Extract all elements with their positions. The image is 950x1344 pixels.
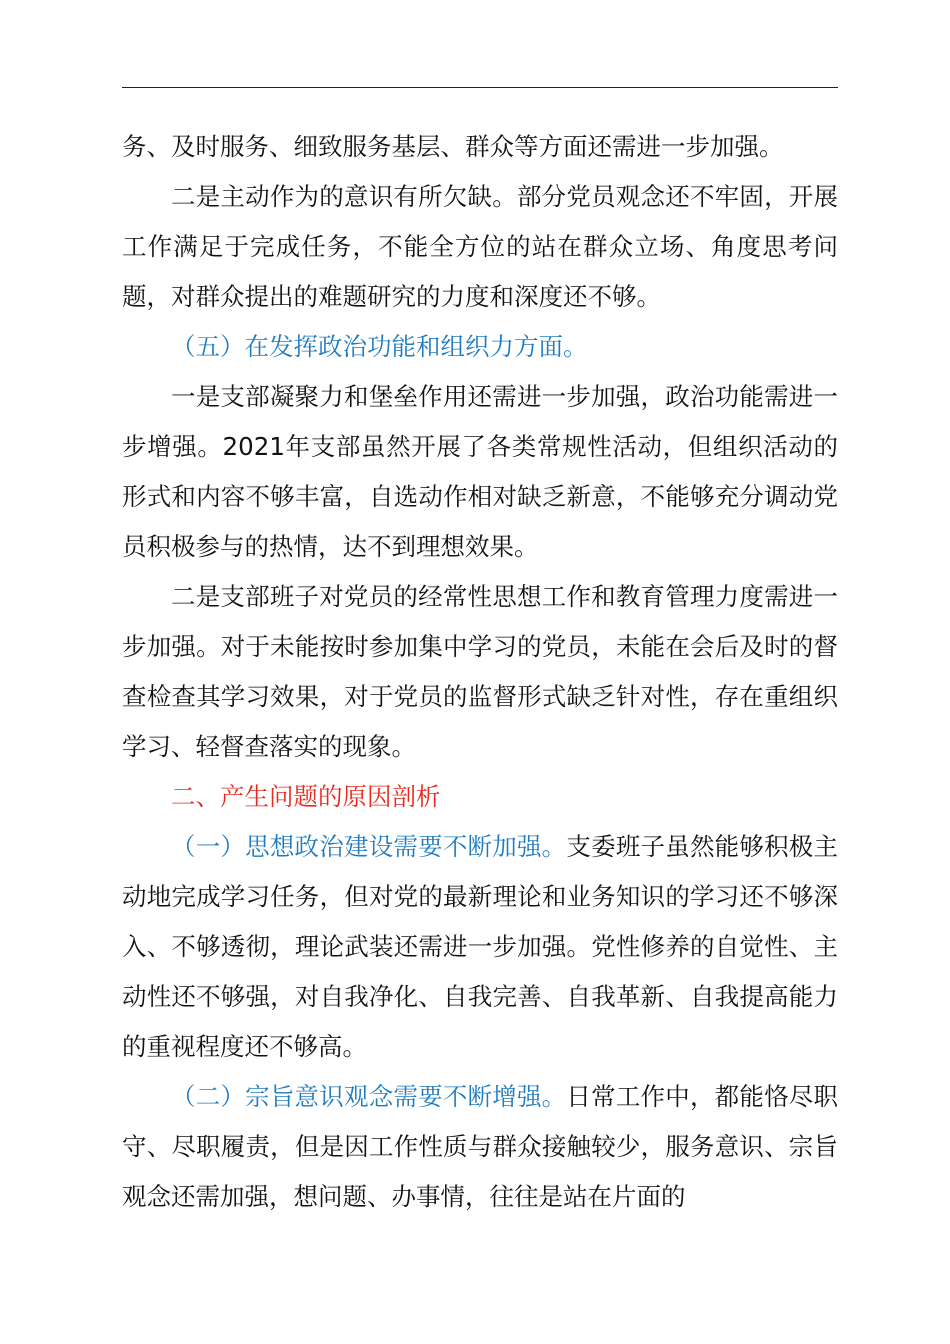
paragraph-purpose-text: 日常工作中，都能恪尽职守、尽职履责，但是因工作性质与群众接触较少，服务意识、宗旨观念还需加强，想问题、办事情，往往是站在片面的 [122,1082,839,1211]
document-body [122,122,838,1222]
section-heading-causes: 二、产生问题的原因剖析 [171,782,441,811]
paragraph-ideology [122,822,838,1072]
paragraph-continuation: 务、及时服务、细致服务基层、群众等方面还需进一步加强。 [122,132,784,161]
subheading-purpose: （二）宗旨意识观念需要不断增强。 [171,1082,567,1111]
header-rule [122,87,838,88]
paragraph-ideology-text: 支委班子虽然能够积极主动地完成学习任务，但对党的最新理论和业务知识的学习还不够深入、不够透彻，理论武装还需进一步加强。党性修养的自觉性、主动性还不够强，对自我净化、自我完善、自我革新、自我提高能力的重视程度还不够高。 [122,832,839,1061]
paragraph-purpose [122,1072,838,1222]
subheading-ideology: （一）思想政治建设需要不断加强。 [171,832,567,861]
subheading-political-function: （五）在发挥政治功能和组织力方面。 [171,332,588,361]
paragraph-education: 二是支部班子对党员的经常性思想工作和教育管理力度需进一步加强。对于未能按时参加集中学习的党员，未能在会后及时的督查检查其学习效果，对于党员的监督形式缺乏针对性，存在重组织学习、轻督查落实的现象。 [122,582,838,761]
paragraph-awareness: 二是主动作为的意识有所欠缺。部分党员观念还不牢固，开展工作满足于完成任务，不能全方位的站在群众立场、角度思考问题，对群众提出的难题研究的力度和深度还不够。 [122,182,838,311]
paragraph-cohesion: 一是支部凝聚力和堡垒作用还需进一步加强，政治功能需进一步增强。2021年支部虽然开展了各类常规性活动，但组织活动的形式和内容不够丰富，自选动作相对缺乏新意，不能够充分调动党员积极参与的热情，达不到理想效果。 [122,382,838,561]
